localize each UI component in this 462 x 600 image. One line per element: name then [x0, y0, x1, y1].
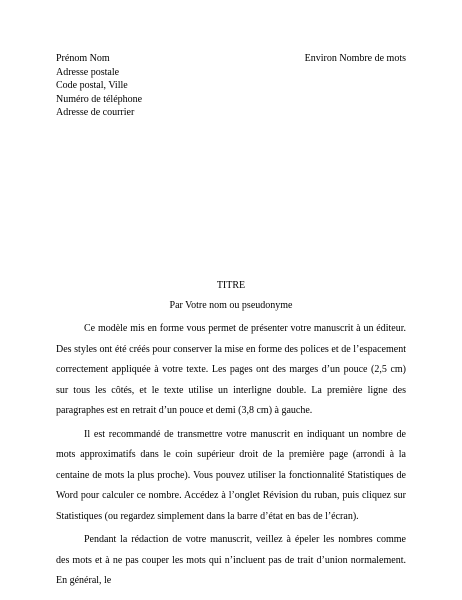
author-name: Prénom Nom	[56, 53, 110, 64]
postal-address: Adresse postale	[56, 66, 120, 78]
manuscript-body	[56, 319, 406, 595]
email-address: Adresse de courrier	[56, 107, 135, 118]
byline: Par Votre nom ou pseudonyme	[169, 300, 293, 311]
header-block	[56, 52, 406, 120]
paragraph: Ce modèle mis en forme vous permet de présenter votre manuscrit à un éditeur. Des styles ont été créés pour conserver la mise en forme des polices et de l’espacement correctement appliquée à votre texte. Les pages ont des marges d’un pouce (2,5 cm) sur tous les côtés, et le texte utilise un interligne double. La première ligne des paragraphes est en retrait d’un pouce et demi (3,8 cm) à gauche.	[56, 323, 406, 416]
paragraph: Il est recommandé de transmettre votre manuscrit en indiquant un nombre de mots approximatifs dans le coin supérieur droit de la première page (arrondi à la centaine de mots la plus proche). Vous pouvez utiliser la fonctionnalité Statistiques de Word pour calculer ce nombre. Accédez à l’onglet Révision du ruban, puis cliquez sur Statistiques (ou regardez simplement dans la barre d’état en bas de l’écran).	[56, 428, 406, 522]
document-title: TITRE	[216, 280, 246, 291]
paragraph: Pendant la rédaction de votre manuscrit, veillez à épeler les nombres comme des mots et à ne pas couper les mots qui n’incluent pas de trait d’union normalement. En général, le	[56, 534, 406, 586]
phone-number: Numéro de téléphone	[56, 93, 143, 105]
postal-code-city: Code postal, Ville	[56, 80, 128, 91]
word-count: Environ Nombre de mots	[304, 53, 406, 64]
